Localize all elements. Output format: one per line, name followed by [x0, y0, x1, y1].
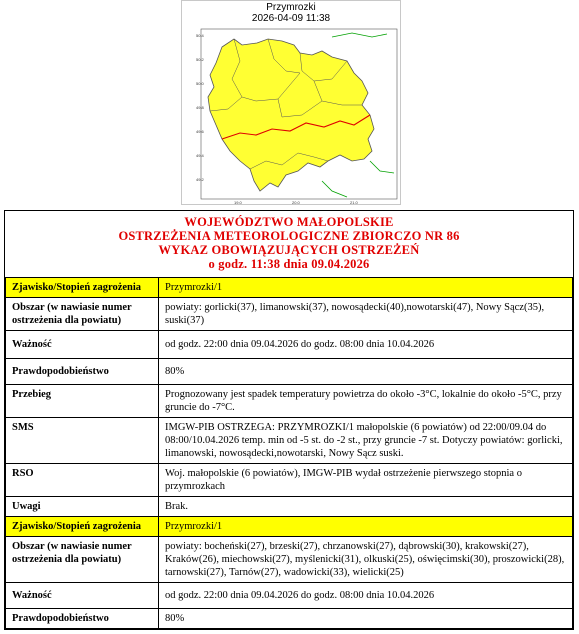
probability-label: Prawdopodobieństwo [6, 609, 159, 629]
region-map-svg [182, 1, 402, 206]
warnings-table [5, 277, 573, 629]
remarks-label: Uwagi [6, 497, 159, 517]
area-label: Obszar (w nawiasie numer ostrzeżenia dla powiatu) [6, 537, 159, 583]
area-value: powiaty: bocheński(27), brzeski(27), chrzanowski(27), dąbrowski(30), krakowski(27), Kraków(26), miechowski(27), myślenicki(31), olkuski(25), oświęcimski(30), proszowicki(28), tarnowski(27), Tarnów(27), wadowicki(33), wielicki(25) [159, 537, 573, 583]
area-label: Obszar (w nawiasie numer ostrzeżenia dla powiatu) [6, 298, 159, 331]
validity-value: od godz. 22:00 dnia 09.04.2026 do godz. 08:00 dnia 10.04.2026 [159, 331, 573, 359]
table-row [6, 298, 573, 331]
validity-label: Ważność [6, 331, 159, 359]
neighbor-border [322, 181, 347, 197]
table-row [6, 331, 573, 359]
remarks-value: Brak. [159, 497, 573, 517]
table-row [6, 359, 573, 385]
rso-value: Woj. małopolskie (6 powiatów), IMGW-PIB wydał ostrzeżenie pierwszego stopnia o przymrozkach [159, 464, 573, 497]
phenomenon-label: Zjawisko/Stopień zagrożenia [6, 278, 159, 298]
phenomenon-label: Zjawisko/Stopień zagrożenia [6, 517, 159, 537]
validity-label: Ważność [6, 583, 159, 609]
voivodeship-title: WOJEWÓDZTWO MAŁOPOLSKIE [184, 215, 394, 229]
sms-value: IMGW-PIB OSTRZEGA: PRZYMROZKI/1 małopolskie (6 powiatów) od 22:00/09.04 do 08:00/10.04.2026 temp. min od -5 st. do -2 st., przy gruncie -7 st. Dotyczy powiatów: gorlicki, limanowski, nowosądecki,nowotarski, Nowy Sącz suski. [159, 418, 573, 464]
course-label: Przebieg [6, 385, 159, 418]
map-title: Przymrozki [266, 2, 316, 13]
area-value: powiaty: gorlicki(37), limanowski(37), nowosądecki(40),nowotarski(47), Nowy Sącz(35), suski(37) [159, 298, 573, 331]
list-title: WYKAZ OBOWIĄZUJĄCYCH OSTRZEŻEŃ [158, 243, 420, 257]
document-header [5, 211, 573, 277]
y-tick-label: 49.2 [196, 177, 204, 182]
table-row [6, 464, 573, 497]
y-tick-label: 50.0 [196, 81, 204, 86]
probability-value: 80% [159, 609, 573, 629]
y-tick-label: 49.6 [196, 129, 204, 134]
table-row [6, 385, 573, 418]
probability-label: Prawdopodobieństwo [6, 359, 159, 385]
table-row [6, 517, 573, 537]
malopolskie-region [208, 39, 374, 191]
table-row [6, 278, 573, 298]
y-axis [196, 33, 205, 182]
validity-value: od godz. 22:00 dnia 09.04.2026 do godz. 08:00 dnia 10.04.2026 [159, 583, 573, 609]
y-tick-label: 50.4 [196, 33, 204, 38]
warning-map [181, 0, 401, 205]
issue-time: o godz. 11:38 dnia 09.04.2026 [208, 257, 370, 271]
table-row [6, 537, 573, 583]
sms-label: SMS [6, 418, 159, 464]
table-row [6, 418, 573, 464]
map-datetime: 2026-04-09 11:38 [251, 13, 331, 24]
course-value: Prognozowany jest spadek temperatury powietrza do około -3°C, lokalnie do około -5°C, przy gruncie do -7°C. [159, 385, 573, 418]
warnings-document [4, 210, 574, 630]
table-row [6, 583, 573, 609]
phenomenon-value: Przymrozki/1 [159, 278, 573, 298]
y-tick-label: 50.2 [196, 57, 204, 62]
y-tick-label: 49.8 [196, 105, 204, 110]
x-tick-label: 19.0 [234, 200, 242, 205]
table-row [6, 497, 573, 517]
x-tick-label: 20.0 [292, 200, 300, 205]
y-tick-label: 49.4 [196, 153, 204, 158]
probability-value: 80% [159, 359, 573, 385]
rso-label: RSO [6, 464, 159, 497]
neighbor-border [332, 33, 387, 37]
phenomenon-value: Przymrozki/1 [159, 517, 573, 537]
bulletin-title: OSTRZEŻENIA METEOROLOGICZNE ZBIORCZO NR 86 [118, 229, 460, 243]
neighbor-border [370, 161, 394, 173]
x-axis [234, 200, 359, 205]
table-row [6, 609, 573, 629]
x-tick-label: 21.0 [350, 200, 358, 205]
